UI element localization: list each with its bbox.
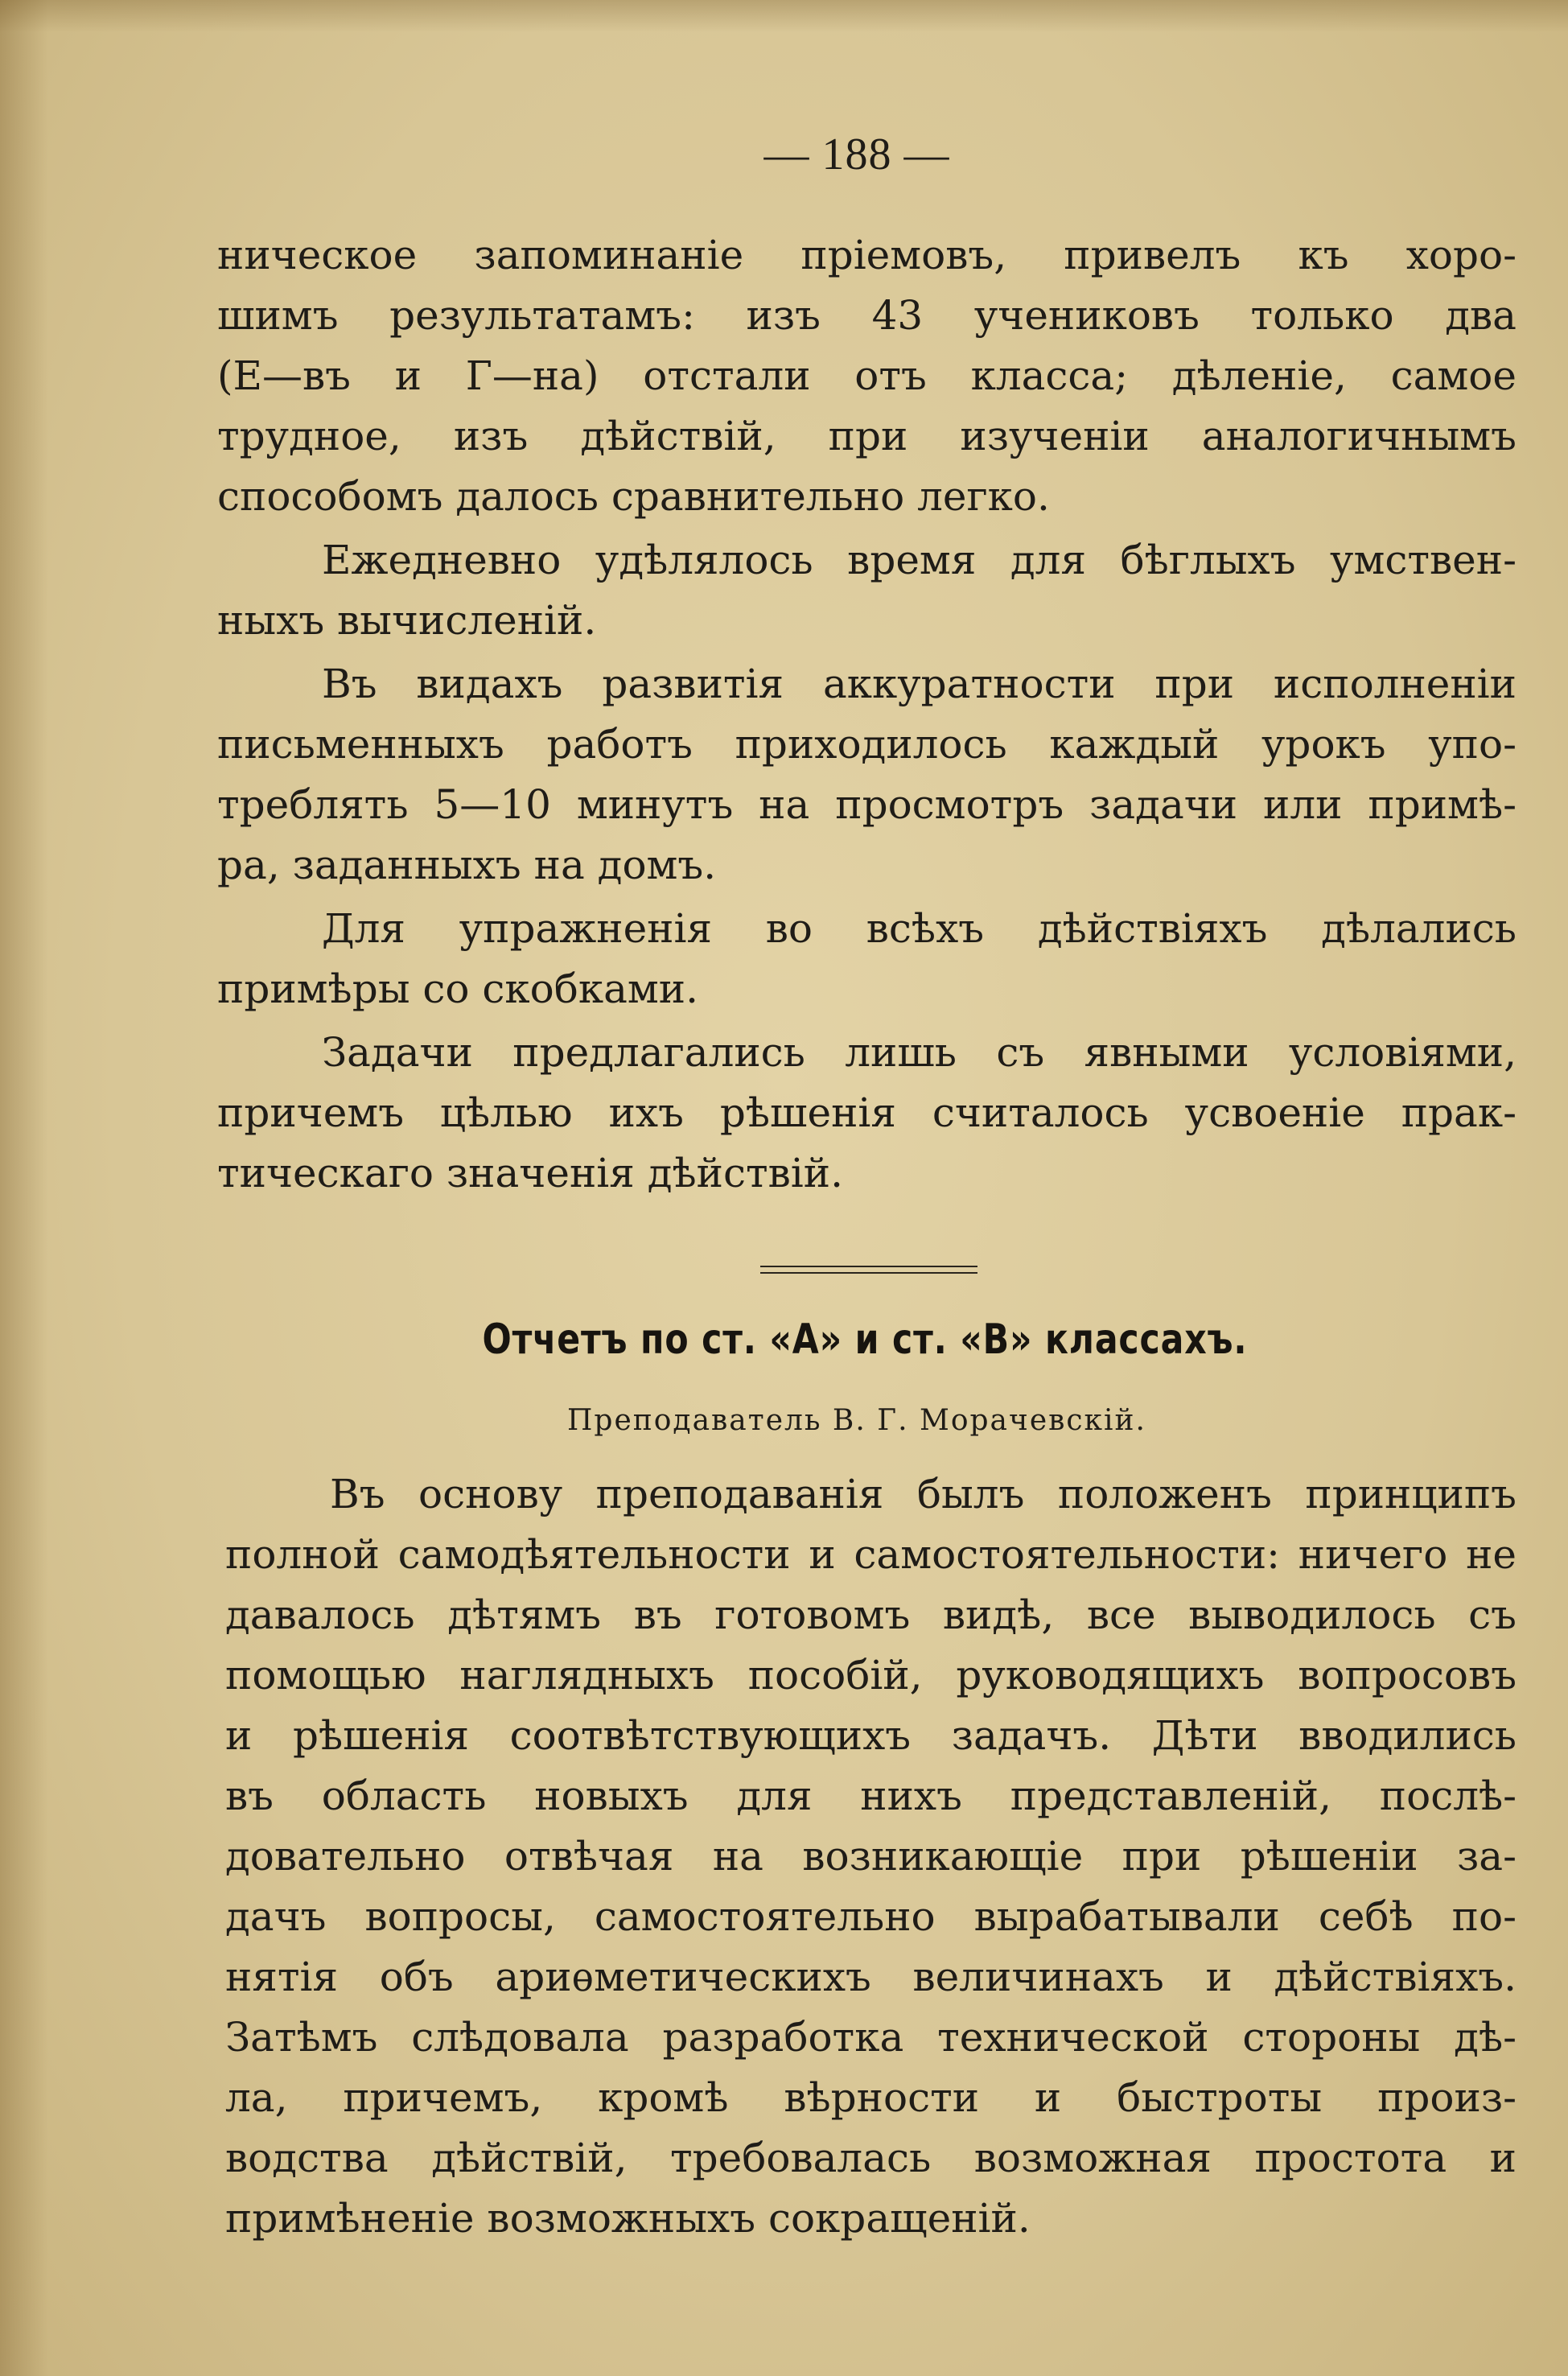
section-divider — [760, 1266, 977, 1279]
text-line: полной самодѣятельности и самостоятельности: ничего не — [225, 1531, 1517, 1578]
text-line: Ежедневно удѣлялось время для бѣглыхъ умствен- — [322, 537, 1517, 583]
paragraph — [217, 530, 1517, 651]
text-line: давалось дѣтямъ въ готовомъ видѣ, все выводилось съ — [225, 1592, 1517, 1638]
text-line: причемъ цѣлью ихъ рѣшенія считалось усвоеніе прак- — [217, 1089, 1517, 1136]
teacher-line: Преподаватель В. Г. Морачевскій. — [567, 1404, 1146, 1437]
paragraph — [217, 225, 1517, 527]
text-line: трудное, изъ дѣйствій, при изученіи аналогичнымъ — [217, 413, 1517, 459]
text-line: ныхъ вычисленій. — [217, 597, 597, 644]
text-line: ническое запоминаніе пріемовъ, привелъ къ хоро- — [217, 232, 1517, 278]
paragraph — [217, 1023, 1517, 1204]
intro-text — [217, 225, 1517, 1207]
text-line: Въ основу преподаванія былъ положенъ принципъ — [330, 1471, 1517, 1517]
text-line: тическаго значенія дѣйствій. — [217, 1150, 843, 1196]
text-line: шимъ результатамъ: изъ 43 учениковъ только два — [217, 292, 1517, 339]
section-body — [225, 1464, 1517, 2249]
text-line: Задачи предлагались лишь съ явными условіями, — [322, 1029, 1517, 1076]
text-line: треблять 5—10 минутъ на просмотръ задачи или примѣ- — [217, 781, 1517, 828]
text-line: и рѣшенія соотвѣтствующихъ задачъ. Дѣти вводились — [225, 1712, 1517, 1759]
text-line: Въ видахъ развитія аккуратности при исполненіи — [322, 661, 1517, 707]
text-line: примѣненіе возможныхъ сокращеній. — [225, 2195, 1031, 2242]
spine-shadow — [0, 0, 48, 2376]
text-line: письменныхъ работъ приходилось каждый урокъ упо- — [217, 721, 1517, 768]
text-line: въ область новыхъ для нихъ представленій, послѣ- — [225, 1773, 1517, 1819]
text-line: ла, причемъ, кромѣ вѣрности и быстроты произ- — [225, 2074, 1517, 2121]
text-line: дачъ вопросы, самостоятельно вырабатывали себѣ по- — [225, 1893, 1517, 1940]
text-line: водства дѣйствій, требовалась возможная простота и — [225, 2135, 1517, 2181]
text-line: помощью наглядныхъ пособій, руководящихъ вопросовъ — [225, 1652, 1517, 1699]
text-line: нятія объ ариѳметическихъ величинахъ и дѣйствіяхъ. — [225, 1954, 1517, 2000]
text-line: Затѣмъ слѣдовала разработка технической стороны дѣ- — [225, 2014, 1517, 2061]
text-line: Для упражненія во всѣхъ дѣйствіяхъ дѣлались — [322, 905, 1517, 952]
text-line: (Е—въ и Г—на) отстали отъ класса; дѣленіе, самое — [217, 352, 1517, 399]
paragraph — [217, 654, 1517, 896]
paragraph — [217, 899, 1517, 1019]
top-edge-shadow — [0, 0, 1568, 32]
section-heading: Отчетъ по ст. «А» и ст. «В» классахъ. — [482, 1316, 1248, 1364]
text-line: способомъ далось сравнительно легко. — [217, 473, 1050, 520]
page-number: — 188 — — [763, 130, 950, 179]
text-line: примѣры со скобками. — [217, 966, 699, 1012]
text-line: довательно отвѣчая на возникающіе при рѣшеніи за- — [225, 1833, 1517, 1880]
text-line: ра, заданныхъ на домъ. — [217, 842, 717, 888]
